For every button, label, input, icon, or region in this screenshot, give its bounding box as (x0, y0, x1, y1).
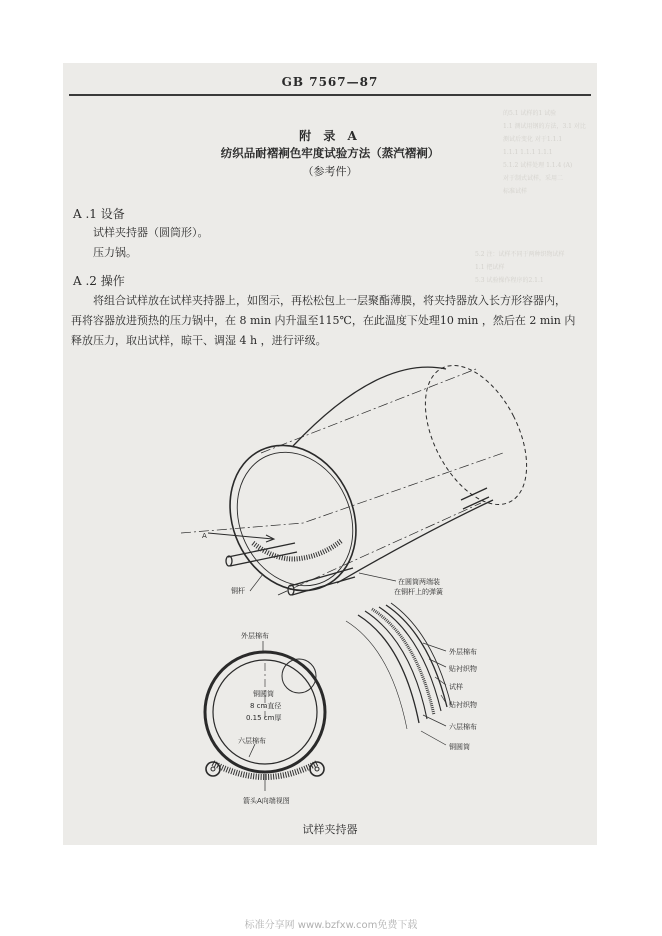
six-layer-flannel-label: 六层棉布 (238, 737, 266, 745)
spring-label-line2: 在铜杆上的弹簧 (394, 588, 443, 596)
isometric-cylinder-drawing (181, 349, 547, 611)
end-view-label: 箭头A向端视图 (243, 797, 290, 805)
detail-lining-label-1: 贴衬织物 (449, 665, 477, 673)
detail-six-layer-label: 六层棉布 (449, 723, 477, 731)
bleed-through-text-top: 的5.1 试样的1 试验 1.1 测试用钢的方法，3.1 对比 测试后变化 对于1.1.1 1.1.1 1.1.1 1.1.1 5.1.2 试样处理 1.1.4 (A) 对于制式试样，采用二 标准试样 (503, 110, 586, 195)
scanned-page (63, 63, 597, 845)
copper-rod-label: 铜杆 (231, 587, 245, 595)
spring-label-line1: 在圆筒两端装 (398, 578, 440, 586)
method-title: 纺织品耐褶裥色牢度试验方法（蒸汽褶裥） (220, 146, 440, 160)
outer-flannel-label: 外层棉布 (241, 632, 269, 640)
standard-number: GB 7567—87 (281, 75, 379, 89)
detail-outer-flannel-label: 外层棉布 (449, 648, 477, 656)
figure-caption: 试样夹持器 (302, 823, 358, 836)
detail-cylinder-label: 铜圆筒 (449, 743, 470, 751)
detail-leader-lines (421, 643, 446, 745)
section-heading-a2: A .2 操作 (73, 274, 125, 288)
layer-detail-drawing (346, 603, 451, 729)
paragraph-line: 释放压力，取出试样，晾干、调湿 4 h ，进行评级。 (71, 334, 327, 347)
cylinder-label: 铜圆筒 (253, 690, 274, 698)
section-heading-a1: A .1 设备 (73, 207, 125, 221)
arrow-a-label: A (202, 532, 207, 540)
site-watermark: 标准分享网 www.bzfxw.com免费下载 (244, 920, 418, 931)
equipment-line: 试样夹持器（圆筒形）。 (93, 226, 209, 239)
paragraph-line: 再将容器放进预热的压力锅中，在 8 min 内升温至115℃，在此温度下处理10 min ，然后在 2 min 内 (71, 314, 576, 327)
specimen-holder-figure (63, 63, 597, 845)
diameter-label: 8 cm直径 (250, 702, 282, 710)
appendix-title: 附 录 A (299, 129, 361, 143)
thickness-label: 0.15 cm厚 (246, 714, 282, 722)
equipment-line: 压力锅。 (93, 246, 137, 259)
detail-lining-label-2: 贴衬织物 (449, 701, 477, 709)
detail-specimen-label: 试样 (449, 683, 463, 691)
bleed-through-text-mid: 5.2 注：试样不同于两种织物试样 1.1 把试样 5.3 试验操作程序的2.1.1 (475, 251, 565, 284)
reference-note: （参考件） (302, 165, 358, 178)
paragraph-line: 将组合试样放在试样夹持器上，如图示，再松松包上一层聚酯薄膜，将夹持器放入长方形容器内， (93, 294, 566, 307)
